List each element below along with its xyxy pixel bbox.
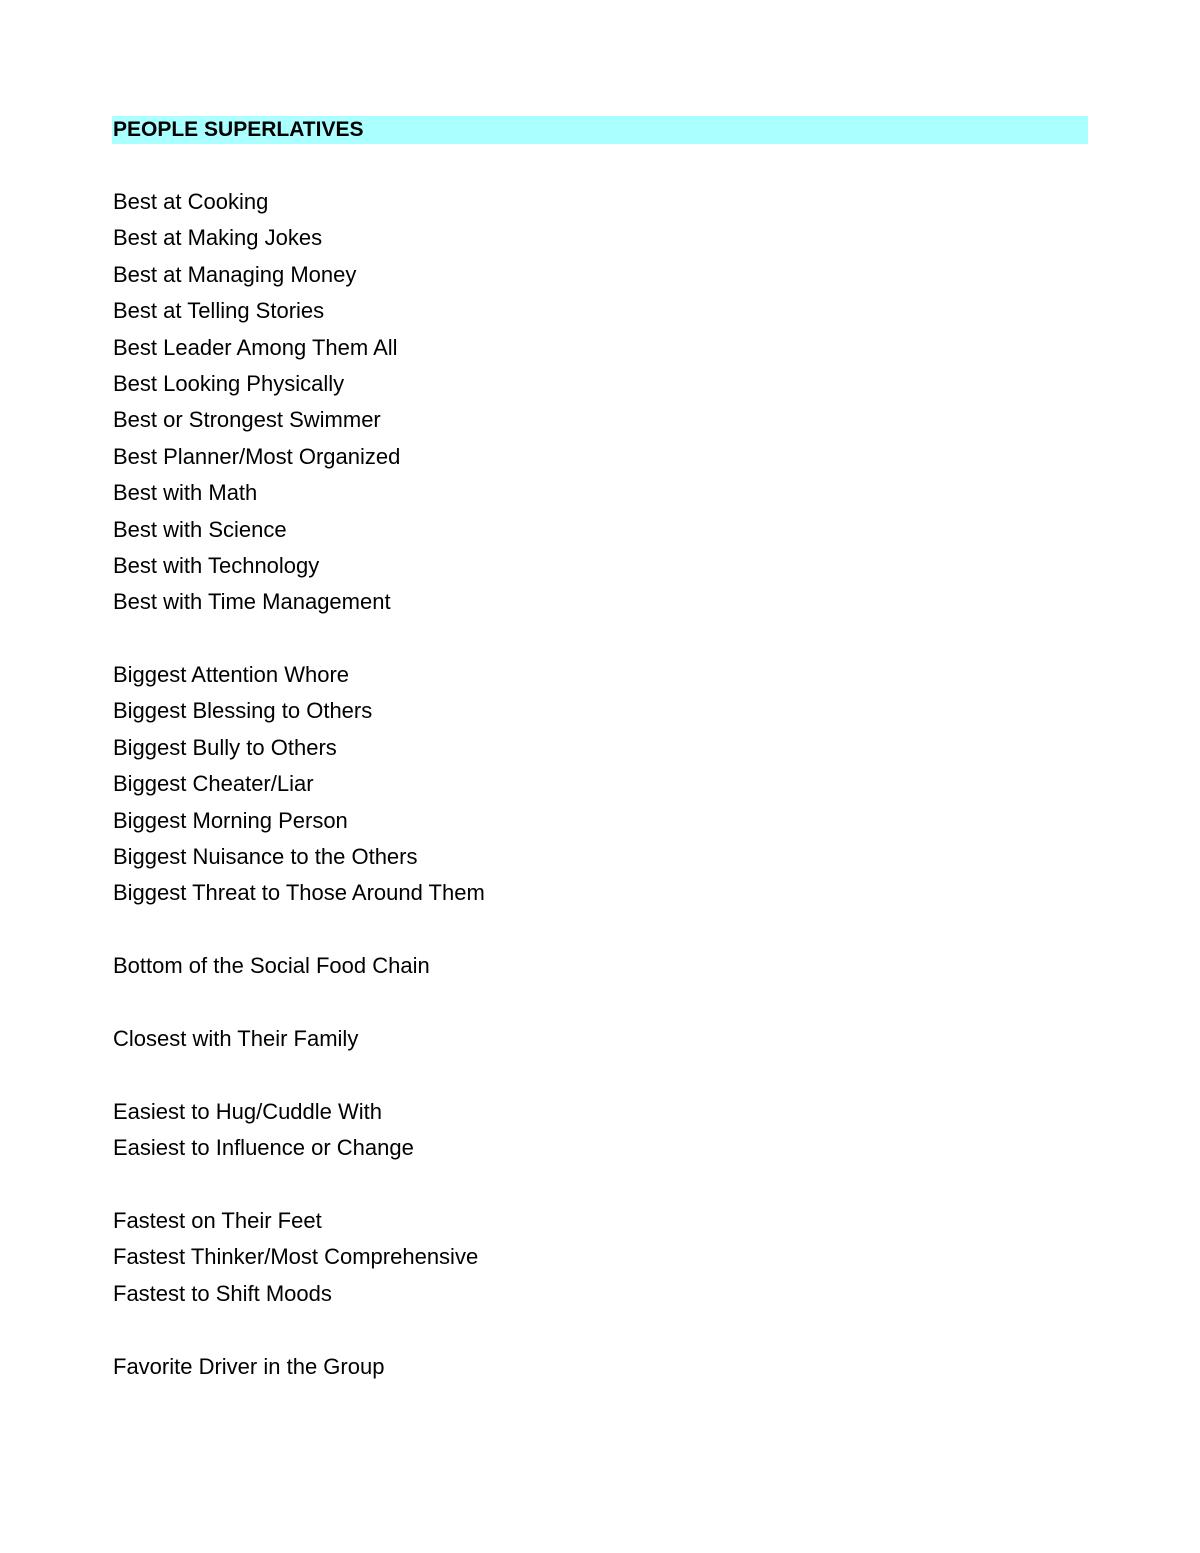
page-title: PEOPLE SUPERLATIVES bbox=[113, 118, 364, 141]
group-spacer bbox=[113, 1167, 1013, 1203]
list-item: Biggest Cheater/Liar bbox=[113, 771, 314, 797]
group-spacer bbox=[113, 985, 1013, 1021]
list-item: Fastest Thinker/Most Comprehensive bbox=[113, 1244, 479, 1270]
group-spacer bbox=[113, 621, 1013, 657]
list-item: Best with Science bbox=[113, 516, 287, 542]
group-spacer bbox=[113, 1057, 1013, 1093]
list-item: Biggest Threat to Those Around Them bbox=[113, 880, 485, 906]
list-item: Fastest on Their Feet bbox=[113, 1207, 322, 1233]
group-spacer bbox=[113, 912, 1013, 948]
list-item: Favorite Driver in the Group bbox=[113, 1353, 385, 1379]
list-item: Best at Managing Money bbox=[113, 261, 357, 287]
list-item: Biggest Morning Person bbox=[113, 807, 348, 833]
superlatives-list bbox=[113, 184, 1013, 1385]
list-item: Bottom of the Social Food Chain bbox=[113, 953, 430, 979]
list-item: Best at Telling Stories bbox=[113, 298, 325, 324]
group-spacer bbox=[113, 1312, 1013, 1348]
list-item: Best at Making Jokes bbox=[113, 225, 323, 251]
list-item: Best or Strongest Swimmer bbox=[113, 407, 381, 433]
list-item: Best with Time Management bbox=[113, 589, 391, 615]
list-item: Best with Math bbox=[113, 480, 258, 506]
list-item: Best with Technology bbox=[113, 552, 320, 578]
list-item: Best Looking Physically bbox=[113, 370, 345, 396]
list-item: Biggest Bully to Others bbox=[113, 734, 337, 760]
list-item: Biggest Attention Whore bbox=[113, 662, 350, 688]
header-bar bbox=[112, 116, 1088, 144]
list-item: Biggest Nuisance to the Others bbox=[113, 844, 418, 870]
list-item: Fastest to Shift Moods bbox=[113, 1280, 332, 1306]
list-item: Best Leader Among Them All bbox=[113, 334, 398, 360]
list-item: Best Planner/Most Organized bbox=[113, 443, 401, 469]
list-item: Easiest to Hug/Cuddle With bbox=[113, 1098, 383, 1124]
list-item: Best at Cooking bbox=[113, 189, 269, 214]
list-item: Biggest Blessing to Others bbox=[113, 698, 373, 724]
list-item: Closest with Their Family bbox=[113, 1025, 359, 1051]
list-item: Easiest to Influence or Change bbox=[113, 1135, 414, 1161]
